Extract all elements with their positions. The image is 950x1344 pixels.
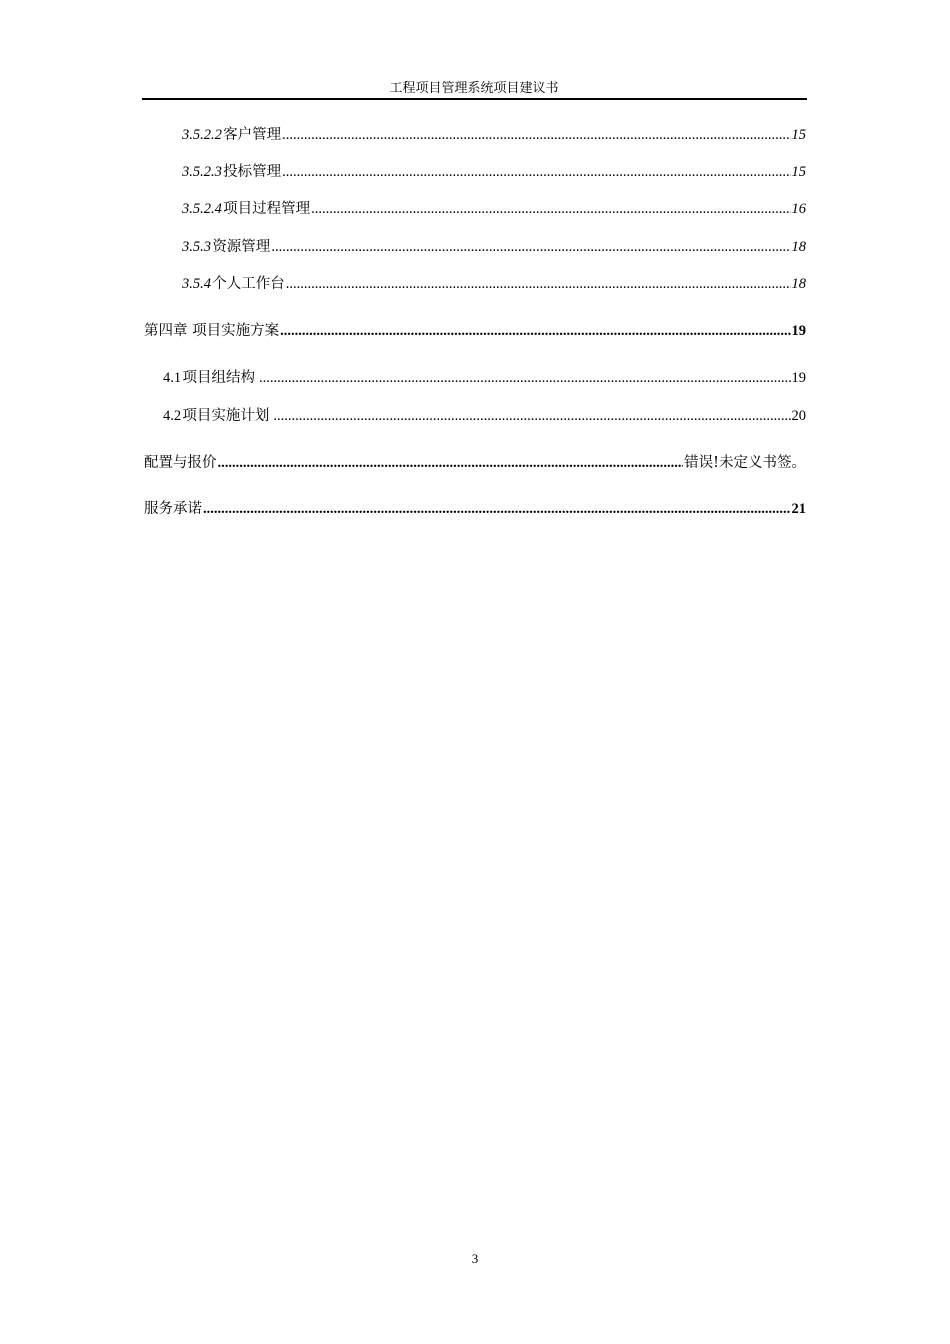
toc-entry-page: 19 <box>791 323 806 339</box>
header-rule <box>142 98 807 100</box>
toc-leader <box>282 161 790 183</box>
toc-entry-title: 资源管理 <box>212 239 271 255</box>
toc-entry[interactable] <box>182 198 806 220</box>
running-header: 工程项目管理系统项目建议书 <box>389 81 559 96</box>
toc-entry[interactable] <box>144 320 806 342</box>
toc-entry-page: 21 <box>791 501 806 517</box>
toc-entry-page: 18 <box>791 276 806 292</box>
toc-entry-number: 3.5.3 <box>182 239 211 255</box>
toc-entry-number: 4.1 <box>163 370 182 386</box>
toc-leader <box>271 236 790 258</box>
toc-entry[interactable] <box>182 124 806 146</box>
toc-entry-page: 19 <box>791 370 806 386</box>
page-number: 3 <box>471 1251 479 1266</box>
toc-entry-title: 项目过程管理 <box>223 201 311 217</box>
toc-leader <box>286 273 791 295</box>
toc-entry-number: 3.5.2.2 <box>182 127 222 143</box>
toc-entry[interactable] <box>182 236 806 258</box>
toc-entry-page: 错误!未定义书签。 <box>684 455 806 471</box>
toc-entry-page: 16 <box>791 201 806 217</box>
toc-entry[interactable] <box>144 498 806 520</box>
toc-entry-number: 3.5.4 <box>182 276 211 292</box>
toc-entry-page: 20 <box>791 408 806 424</box>
toc-entry-title: 客户管理 <box>223 127 282 143</box>
toc-entry-page: 15 <box>791 127 806 143</box>
toc-entry-title: 个人工作台 <box>212 276 285 292</box>
toc-entry[interactable] <box>163 405 806 427</box>
toc-entry[interactable] <box>144 452 806 474</box>
toc-entry-title: 项目组结构 <box>182 370 255 386</box>
toc-entry[interactable] <box>182 161 806 183</box>
toc-leader <box>273 405 790 427</box>
toc-entry-title: 项目实施计划 <box>182 408 270 424</box>
toc-entry-number: 3.5.2.4 <box>182 201 222 217</box>
toc-entry-number: 3.5.2.3 <box>182 164 222 180</box>
toc-leader <box>280 320 790 342</box>
toc-leader <box>311 198 790 220</box>
toc-entry-title: 服务承诺 <box>144 501 202 517</box>
toc-leader <box>203 498 791 520</box>
toc-entry-page: 18 <box>791 239 806 255</box>
toc-entry-title: 第四章 项目实施方案 <box>144 323 280 339</box>
toc-entry-title: 投标管理 <box>223 164 282 180</box>
toc-entry-page: 15 <box>791 164 806 180</box>
toc-leader <box>259 367 791 389</box>
toc-entry-number: 4.2 <box>163 408 182 424</box>
toc-entry-title: 配置与报价 <box>144 455 217 471</box>
toc-entry[interactable] <box>182 273 806 295</box>
toc-leader <box>218 452 684 474</box>
toc-leader <box>282 124 790 146</box>
toc-entry[interactable] <box>163 367 806 389</box>
